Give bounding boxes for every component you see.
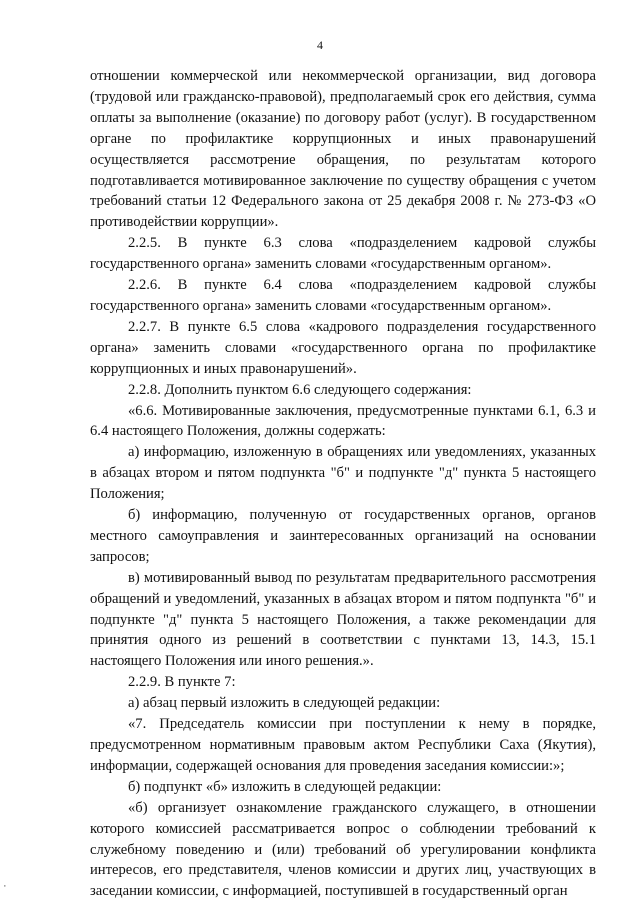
list-item-b: б) информацию, полученную от государственных органов, органов местного самоуправления и заинтересованных организаций на основании запросов; xyxy=(90,507,596,565)
paragraph-2-2-9: 2.2.9. В пункте 7: xyxy=(128,674,236,691)
paragraph-2-2-7: 2.2.7. В пункте 6.5 слова «кадрового подразделения государственного органа» заменить словами «государственного органа по профилактике коррупционных и иных правонарушений». xyxy=(90,318,596,377)
paragraph-6-6: «6.6. Мотивированные заключения, предусмотренные пунктами 6.1, 6.3 и 6.4 настоящего Положения, должны содержать: xyxy=(90,402,596,440)
paragraph-2-2-5: 2.2.5. В пункте 6.3 слова «подразделением кадровой службы государственного органа» заменить словами «государственным органом». xyxy=(90,235,596,273)
margin-mark: · xyxy=(3,880,7,892)
page-number: 4 xyxy=(317,38,323,52)
list-item-v: в) мотивированный вывод по результатам предварительного рассмотрения обращений и уведомлений, указанных в абзацах втором и пятом подпункта "б" и подпункте "д" пункта 5 настоящего Положения, а также рекомендации для принятия одного из решений в соответствии с пунктами 13, 14.3, 15.1 настоящего Положения или иного решения.». xyxy=(90,569,596,670)
paragraph-2-2-6: 2.2.6. В пункте 6.4 слова «подразделением кадровой службы государственного органа» заменить словами «государственным органом». xyxy=(90,277,596,314)
subitem-b: б) подпункт «б» изложить в следующей редакции: xyxy=(128,778,442,795)
paragraph-continuation: отношении коммерческой или некоммерческой организации, вид договора (трудовой или гражданско-правовой), предполагаемый срок его действия, сумма оплаты за выполнение (оказание) по договору работ (услуг). В государственном органе по профилактике коррупционных и иных правонарушений осуществляется рассмотрение обращения, по результатам которого подготавливается мотивированное заключение по существу обращения с учетом требований статьи 12 Федерального закона от 25 декабря 2008 г. № 273-ФЗ «О противодействии коррупции». xyxy=(90,68,596,231)
paragraph-2-2-8: 2.2.8. Дополнить пунктом 6.6 следующего содержания: xyxy=(128,381,472,398)
quoted-paragraph-7: «7. Председатель комиссии при поступлении к нему в порядке, предусмотренном нормативным правовым актом Республики Саха (Якутия), информации, содержащей основания для проведения заседания комиссии:»; xyxy=(90,716,596,774)
quoted-subitem-b: «б) организует ознакомление гражданского служащего, в отношении которого комиссией рассматривается вопрос о соблюдении требований к служебному поведению и (или) требований об урегулировании конфликта интересов, его представителя, членов комиссии и других лиц, участвующих в заседании комиссии, с информацией, поступившей в государственный орган xyxy=(90,799,596,900)
list-item-a: а) информацию, изложенную в обращениях или уведомлениях, указанных в абзацах втором и пятом подпункта "б" и подпункте "д" пункта 5 настоящего Положения; xyxy=(90,444,596,503)
document-body xyxy=(90,66,596,902)
subitem-a: а) абзац первый изложить в следующей редакции: xyxy=(128,695,441,712)
